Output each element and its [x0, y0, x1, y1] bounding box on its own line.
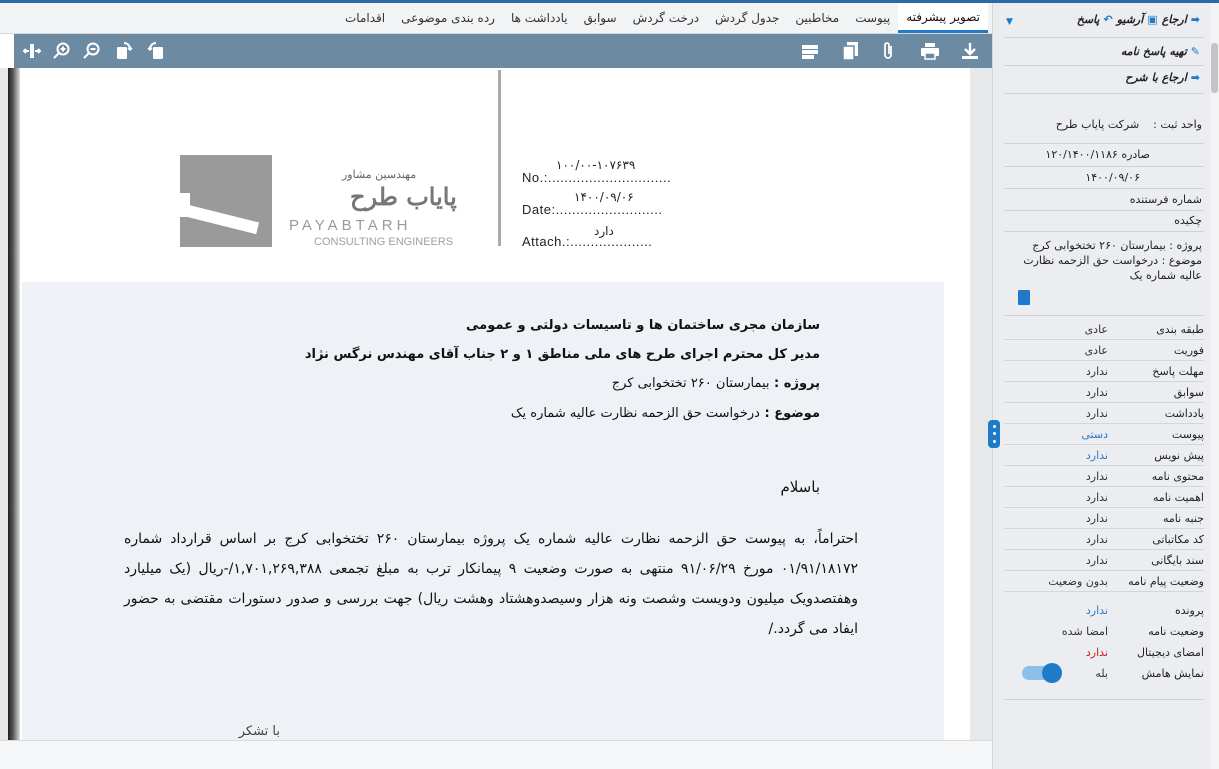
- prepare-reply-icon: ✎: [1190, 45, 1200, 58]
- tab-advanced-image[interactable]: تصویر پیشرفته: [898, 3, 988, 33]
- refer-description-button[interactable]: ارجاع با شرح: [1125, 71, 1187, 84]
- logo-english: PAYABTARH: [289, 217, 412, 234]
- company-logo: [180, 155, 272, 247]
- return-button[interactable]: ارجاع: [1161, 13, 1187, 26]
- property-label: وضعیت پیام نامه: [1128, 574, 1204, 588]
- status-label: امضای دیجیتال: [1137, 646, 1204, 659]
- panel-splitter[interactable]: [992, 3, 1000, 769]
- return-icon: ➡: [1190, 13, 1200, 26]
- unit-value: شرکت پایاب طرح: [1055, 118, 1140, 131]
- tab-notes[interactable]: یادداشت ها: [510, 11, 568, 25]
- header-divider: [498, 70, 501, 246]
- document-viewer[interactable]: [0, 68, 992, 740]
- tab-bar: [0, 3, 992, 34]
- property-row: [1004, 403, 1204, 424]
- archive-button[interactable]: آرشیو: [1116, 13, 1144, 26]
- copy-icon[interactable]: [838, 40, 862, 62]
- property-row: [1004, 487, 1204, 508]
- summary-text-1: پروژه : بیمارستان ۲۶۰ تختخوابی کرج: [1032, 239, 1202, 252]
- property-label: طبقه بندی: [1156, 322, 1204, 336]
- tab-attachment[interactable]: پیوست: [855, 11, 891, 25]
- registration-unit: [1056, 118, 1202, 131]
- property-label: مهلت پاسخ: [1152, 364, 1204, 378]
- splitter-handle[interactable]: [988, 420, 1000, 448]
- sender-number: شماره فرستنده: [1129, 193, 1202, 206]
- property-label: پیش نویس: [1154, 448, 1204, 462]
- property-value: دستی: [1081, 427, 1108, 441]
- page-navigation-bar: [0, 740, 992, 769]
- property-value: ندارد: [1085, 469, 1108, 483]
- summary-label: چکیده: [1174, 214, 1202, 227]
- property-label: سند بایگانی: [1151, 553, 1204, 567]
- zoom-in-icon[interactable]: [50, 40, 74, 62]
- property-row: [1004, 571, 1204, 592]
- status-label: پرونده: [1174, 604, 1204, 617]
- letter-body: احتراماً، به پیوست حق الزحمه نظارت عالیه شماره یک پروژه بیمارستان ۲۶۰ تختخوابی کرج بر اساس قرارداد شماره ۰۱/۹۱/۱۸۱۷۲ مورخ ۹۱/۰۶/۲۹ منتهی به صورت وضعیت ۹ پیمانکار ترب به مبلغ تجمعی ۱,۷۰۱,۲۶۹,۳۸۸/-ریال (یک میلیارد وهفتصدویک میلیون ودویست وشصت ونه هزار وسیصدوهشتاد وهشت ریال) جهت بررسی و صدور دستورات مقتضی به حضور ایفاد می گردد./: [124, 531, 858, 637]
- refer-row[interactable]: [1125, 71, 1200, 84]
- property-row: [1004, 361, 1204, 382]
- panel-actions: [1077, 13, 1200, 26]
- property-label: فوریت: [1173, 343, 1204, 357]
- property-row: [1004, 466, 1204, 487]
- reply-button[interactable]: پاسخ: [1076, 13, 1100, 26]
- summary-text-2: موضوع : درخواست حق الزحمه نظارت: [1023, 254, 1202, 267]
- reply-icon: ↶: [1103, 13, 1113, 26]
- rotate-right-icon[interactable]: [112, 40, 136, 62]
- logo-title: پایاب طرح: [350, 182, 457, 211]
- property-value: عادی: [1084, 322, 1108, 336]
- logo-subtitle: مهندسین مشاور: [342, 168, 417, 181]
- closing: با تشکر: [238, 724, 280, 739]
- letter-date: ۱۴۰۰/۰۹/۰۶: [574, 190, 634, 204]
- attach-label: Attach.:....................: [522, 234, 653, 249]
- property-value: بدون وضعیت: [1048, 574, 1108, 588]
- property-value: ندارد: [1085, 490, 1108, 504]
- status-row: [1004, 642, 1204, 663]
- status-value: امضا شده: [1061, 625, 1108, 638]
- stack-icon[interactable]: [798, 40, 822, 62]
- date-label: Date:..........................: [522, 202, 663, 217]
- print-icon[interactable]: [918, 40, 942, 62]
- margin-toggle[interactable]: [1022, 666, 1060, 680]
- tab-flow-tree[interactable]: درخت گردش: [632, 11, 700, 25]
- project-value: بیمارستان ۲۶۰ تختخوابی کرج: [611, 376, 770, 391]
- property-row: [1004, 340, 1204, 361]
- letter-number: ۱۰۰/۰۰-۱۰۷۶۳۹: [556, 158, 636, 172]
- property-value: ندارد: [1085, 385, 1108, 399]
- number-label: No.:..............................: [522, 170, 672, 185]
- download-icon[interactable]: [958, 40, 982, 62]
- subject-label: موضوع :: [759, 406, 820, 421]
- document-icon[interactable]: [1018, 290, 1030, 305]
- tab-contacts[interactable]: مخاطبین: [795, 11, 840, 25]
- property-label: یادداشت: [1164, 406, 1204, 420]
- property-value: ندارد: [1085, 364, 1108, 378]
- status-value: بله: [1095, 667, 1108, 680]
- tab-history[interactable]: سوابق: [583, 11, 617, 25]
- zoom-out-icon[interactable]: [80, 40, 104, 62]
- property-label: اهمیت نامه: [1152, 490, 1204, 504]
- property-value: ندارد: [1085, 511, 1108, 525]
- property-label: جنبه نامه: [1162, 511, 1204, 525]
- letter-page: [8, 68, 970, 740]
- property-row: [1004, 445, 1204, 466]
- recipient-person: مدیر کل محترم اجرای طرح های ملی مناطق ۱ و ۲ جناب آقای مهندس نرگس نژاد: [304, 347, 820, 362]
- status-row: [1004, 600, 1204, 621]
- property-value: عادی: [1084, 343, 1108, 357]
- project-line: [612, 376, 820, 391]
- project-label: پروژه :: [769, 376, 820, 391]
- recipient-org: سازمان مجری ساختمان ها و تاسیسات دولتی و عمومی: [466, 318, 820, 333]
- archive-icon: ▣: [1147, 13, 1158, 26]
- property-row: [1004, 424, 1204, 445]
- unit-label: واحد ثبت :: [1153, 118, 1202, 131]
- rotate-left-icon[interactable]: [144, 40, 168, 62]
- refer-icon: ➡: [1190, 71, 1200, 84]
- chevron-down-icon[interactable]: ▼: [1006, 17, 1013, 27]
- scan-edge: [8, 68, 20, 740]
- property-row: [1004, 382, 1204, 403]
- summary-text-3: عالیه شماره یک: [1129, 269, 1202, 282]
- fit-width-icon[interactable]: [20, 40, 44, 62]
- subject-line: [511, 406, 820, 421]
- property-label: سوابق: [1173, 385, 1204, 399]
- property-row: [1004, 319, 1204, 340]
- status-label: نمایش هامش: [1141, 667, 1204, 680]
- property-label: کد مکاتباتی: [1152, 532, 1204, 546]
- panel-scrollbar[interactable]: [1210, 3, 1219, 769]
- status-label: وضعیت نامه: [1148, 625, 1204, 638]
- letter-date-panel: ۱۴۰۰/۰۹/۰۶: [1085, 171, 1140, 184]
- status-row: [1004, 621, 1204, 642]
- property-row: [1004, 529, 1204, 550]
- status-value: ندارد: [1085, 604, 1108, 617]
- attach-icon[interactable]: [876, 40, 900, 62]
- letter-attachment: دارد: [594, 224, 614, 238]
- tab-actions[interactable]: اقدامات: [344, 11, 386, 25]
- property-row: [1004, 550, 1204, 571]
- prepare-reply-button[interactable]: تهیه پاسخ نامه: [1120, 45, 1187, 58]
- status-value: ندارد: [1085, 646, 1108, 659]
- property-value: ندارد: [1085, 448, 1108, 462]
- tab-subject-category[interactable]: رده بندی موضوعی: [401, 11, 495, 25]
- issued-number: صادره ۱۲۰/۱۴۰۰/۱۱۸۶: [1045, 148, 1150, 161]
- property-label: پیوست: [1171, 427, 1204, 441]
- subject-value: درخواست حق الزحمه نظارت عالیه شماره یک: [510, 406, 760, 421]
- property-row: [1004, 508, 1204, 529]
- property-value: ندارد: [1085, 532, 1108, 546]
- property-value: ندارد: [1085, 553, 1108, 567]
- logo-english-sub: CONSULTING ENGINEERS: [314, 236, 454, 248]
- property-label: محتوی نامه: [1151, 469, 1204, 483]
- viewer-toolbar: [14, 34, 992, 68]
- tab-flow-table[interactable]: جدول گردش: [715, 11, 780, 25]
- greeting: باسلام: [780, 478, 820, 496]
- letter-info-panel: [1000, 3, 1210, 769]
- property-value: ندارد: [1085, 406, 1108, 420]
- prepare-reply-row[interactable]: [1121, 45, 1200, 58]
